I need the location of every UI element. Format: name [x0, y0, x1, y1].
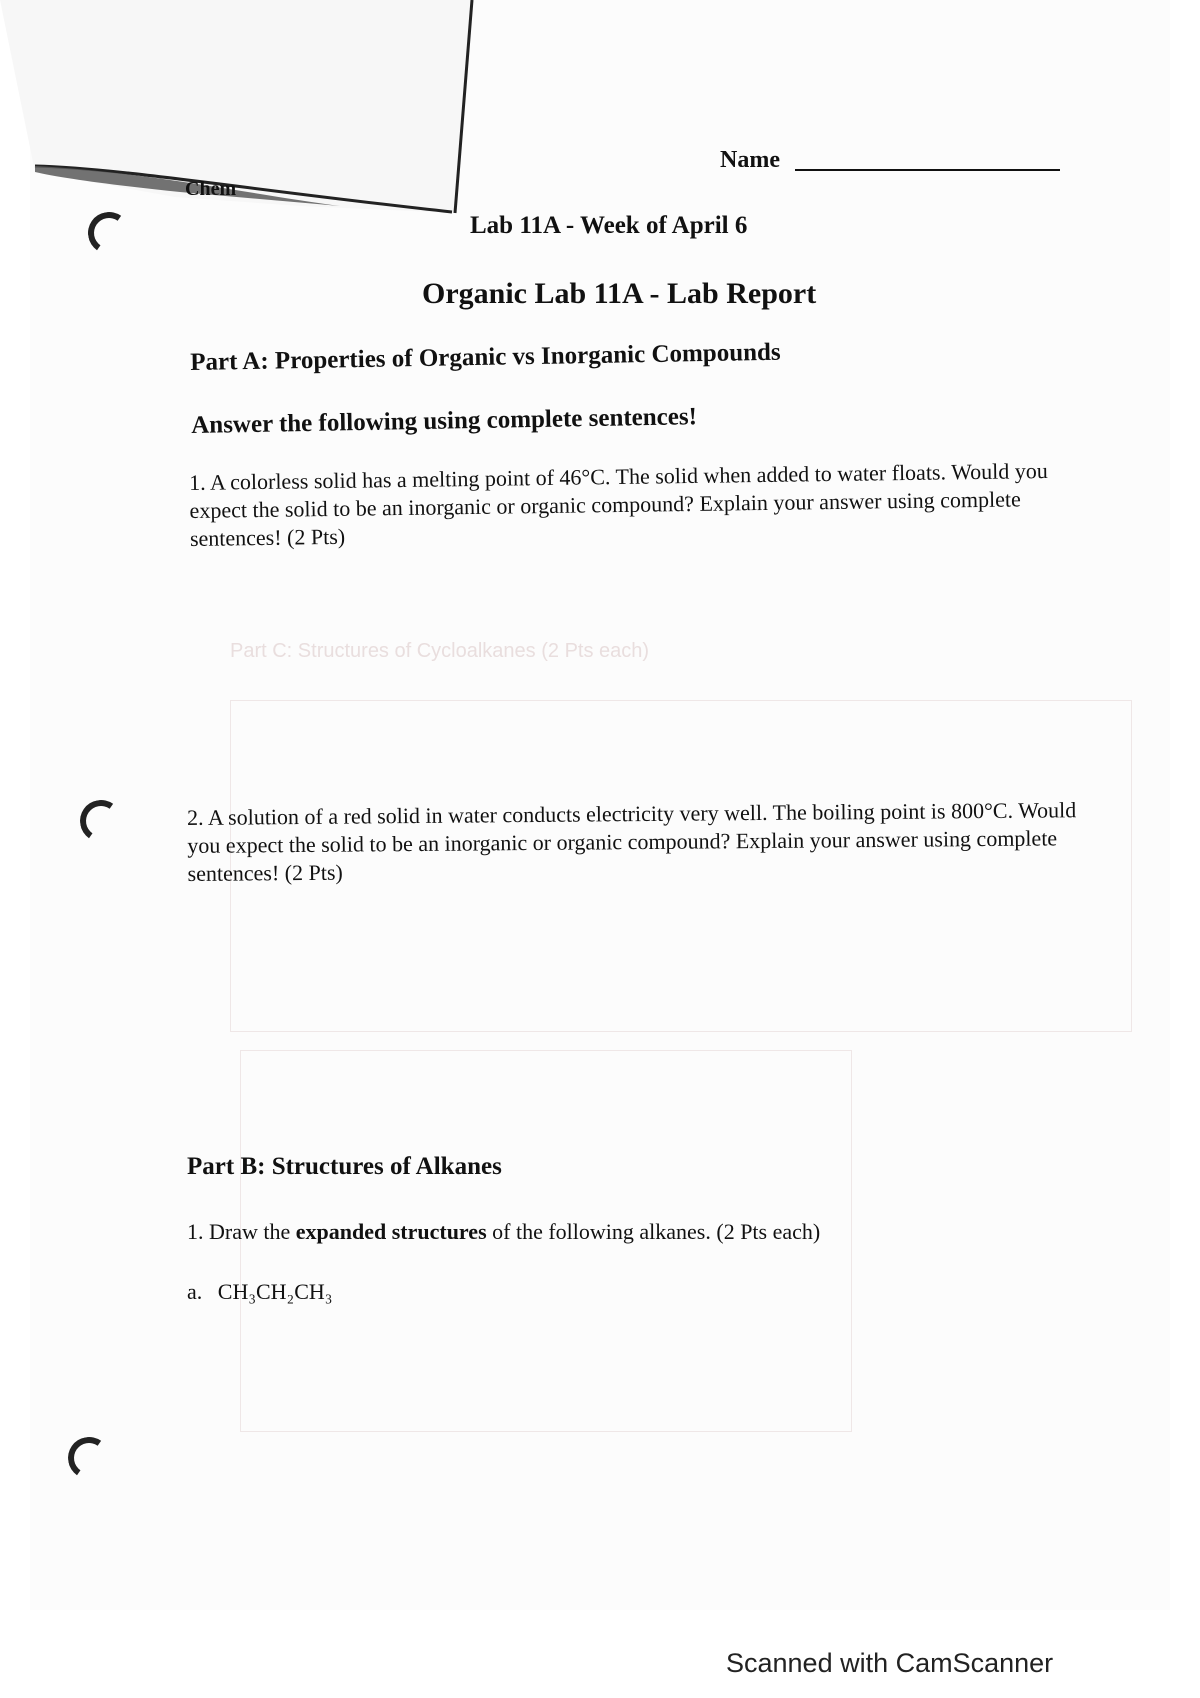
course-label: Chem: [185, 178, 237, 200]
question-a2: 2. A solution of a red solid in water conducts electricity very well. The boiling point is 800°C. Would you expect the solid to be an inorganic or organic compound? Explain your answer using complete sentences! (2 Pts): [187, 797, 1077, 886]
item-a-formula: CH₃CH₂CH₃: [217, 1279, 333, 1304]
part-b-heading: Part B: Structures of Alkanes: [187, 1153, 502, 1180]
lab-week: Lab 11A - Week of April 6: [470, 212, 748, 239]
part-a-heading: Part A: Properties of Organic vs Inorganic Compounds: [190, 338, 781, 376]
folded-corner: [0, 0, 480, 220]
name-label: Name: [720, 147, 780, 173]
page-title: Organic Lab 11A - Lab Report: [422, 277, 817, 310]
question-b1-prefix: 1. Draw the: [187, 1219, 291, 1244]
item-a-label: a.: [187, 1279, 203, 1304]
scanner-watermark: Scanned with CamScanner: [726, 1648, 1054, 1678]
part-a-instruction: Answer the following using complete sentences!: [191, 403, 698, 439]
question-a1: 1. A colorless solid has a melting point of 46°C. The solid when added to water floats. Would you expect the solid to be an inorganic or organic compound? Explain your answer using complete sentences! (2 Pts): [189, 458, 1048, 551]
question-b1-suffix: of the following alkanes. (2 Pts each): [492, 1219, 821, 1244]
bleed-through-text: Part C: Structures of Cycloalkanes (2 Pts each): [230, 640, 650, 662]
item-a: [187, 1279, 332, 1305]
question-b1: [187, 1219, 820, 1245]
name-field[interactable]: [795, 169, 1060, 171]
question-b1-emphasis: expanded structures: [295, 1219, 487, 1244]
